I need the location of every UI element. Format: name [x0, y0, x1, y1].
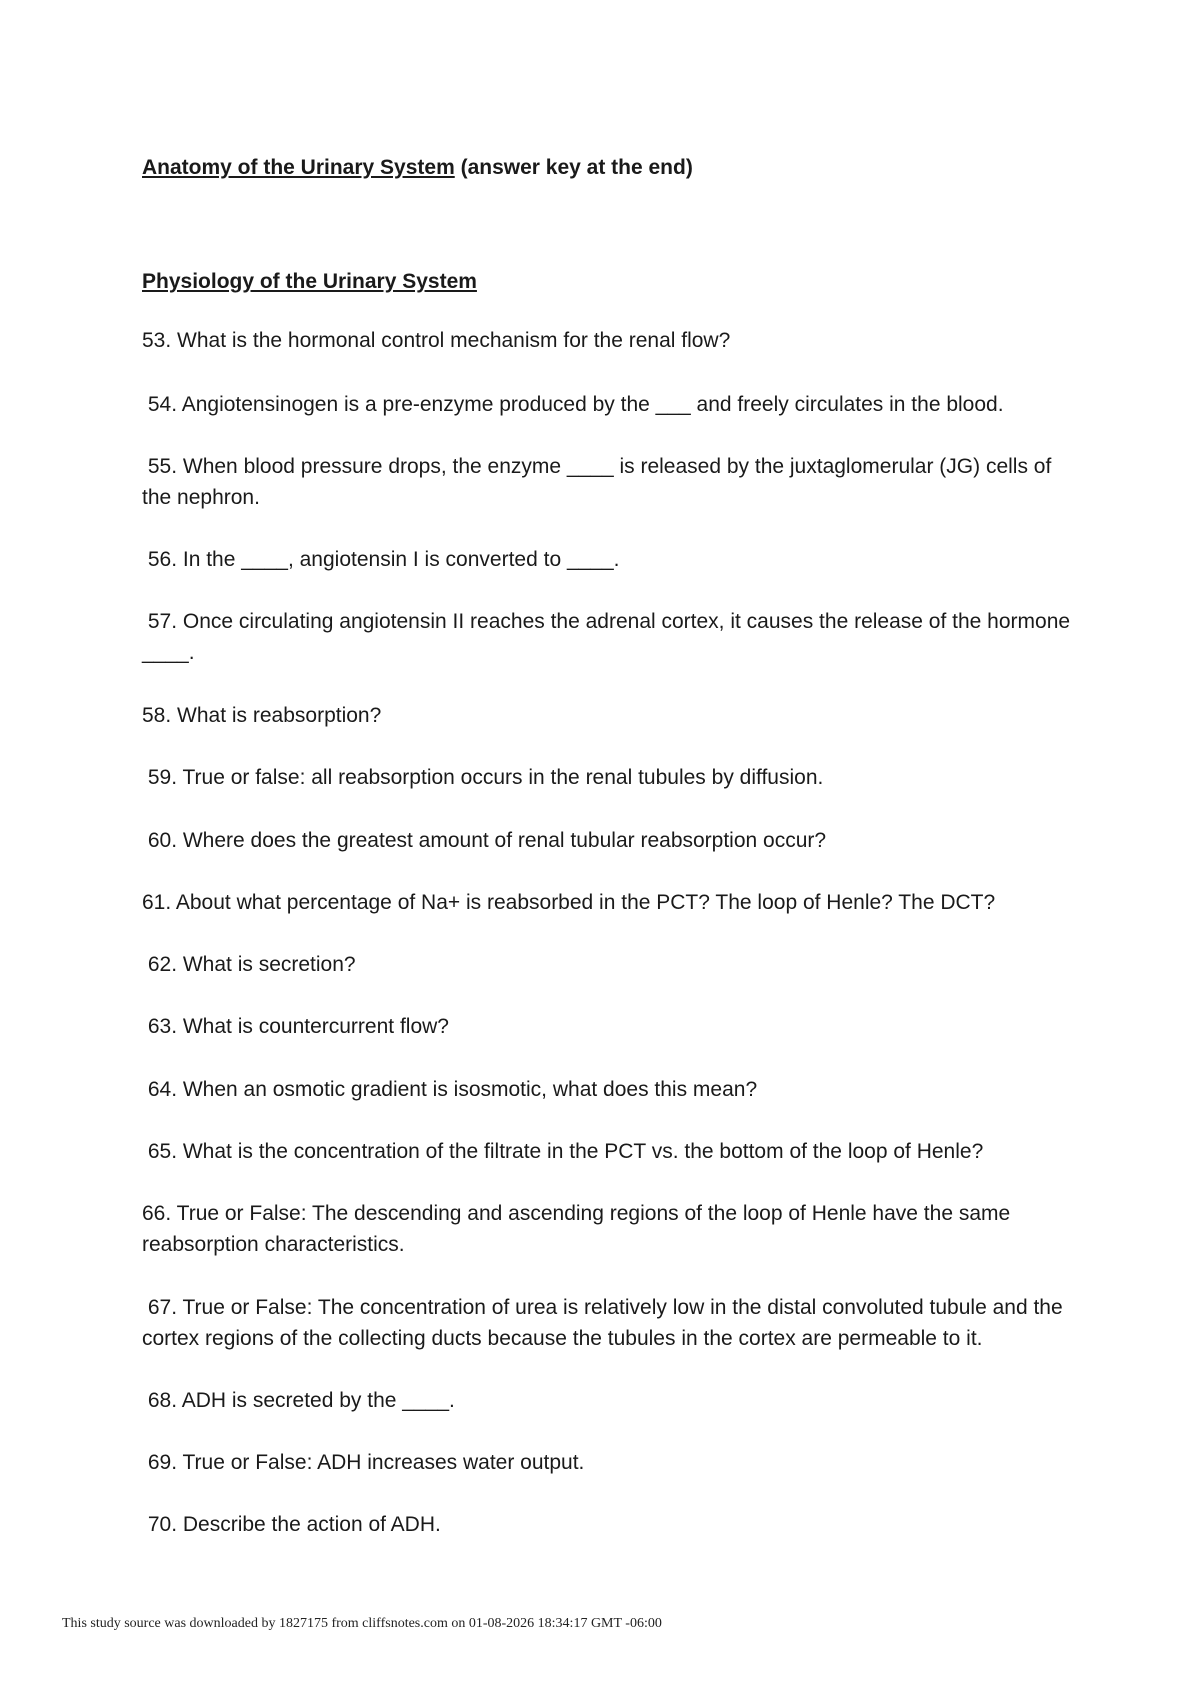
- section-heading: Physiology of the Urinary System: [142, 270, 477, 293]
- download-footer: This study source was downloaded by 1827175 from cliffsnotes.com on 01-08-2026 18:34:17 GMT -06:00: [62, 1616, 662, 1631]
- question-70: 70. Describe the action of ADH.: [142, 1513, 441, 1536]
- question-67: 67. True or False: The concentration of urea is relatively low in the distal convoluted tubule and the cortex regions of the collecting ducts because the tubules in the cortex are permeable to it.: [142, 1296, 1069, 1350]
- question-59: 59. True or false: all reabsorption occurs in the renal tubules by diffusion.: [142, 766, 824, 789]
- question-58: 58. What is reabsorption?: [142, 704, 382, 727]
- question-68: 68. ADH is secreted by the ____.: [142, 1389, 455, 1412]
- question-69: 69. True or False: ADH increases water output.: [142, 1451, 585, 1474]
- question-61: 61. About what percentage of Na+ is reabsorbed in the PCT? The loop of Henle? The DCT?: [142, 891, 996, 914]
- question-56: 56. In the ____, angiotensin I is converted to ____.: [142, 548, 620, 571]
- title-suffix: (answer key at the end): [454, 156, 693, 179]
- question-62: 62. What is secretion?: [142, 953, 356, 976]
- question-66: 66. True or False: The descending and ascending regions of the loop of Henle have the same reabsorption characteristics.: [142, 1202, 1011, 1256]
- question-57: 57. Once circulating angiotensin II reaches the adrenal cortex, it causes the release of the hormone ____.: [142, 610, 1076, 664]
- title-underlined: Anatomy of the Urinary System: [142, 156, 455, 179]
- question-55: 55. When blood pressure drops, the enzyme ____ is released by the juxtaglomerular (JG) cells of the nephron.: [142, 455, 1058, 509]
- question-65: 65. What is the concentration of the filtrate in the PCT vs. the bottom of the loop of Henle?: [142, 1140, 984, 1163]
- question-54: 54. Angiotensinogen is a pre-enzyme produced by the ___ and freely circulates in the blood.: [142, 393, 1004, 416]
- question-63: 63. What is countercurrent flow?: [142, 1015, 449, 1038]
- question-64: 64. When an osmotic gradient is isosmotic, what does this mean?: [142, 1078, 758, 1101]
- question-60: 60. Where does the greatest amount of renal tubular reabsorption occur?: [142, 829, 827, 852]
- question-53: 53. What is the hormonal control mechanism for the renal flow?: [142, 329, 731, 352]
- document-title: [142, 156, 693, 180]
